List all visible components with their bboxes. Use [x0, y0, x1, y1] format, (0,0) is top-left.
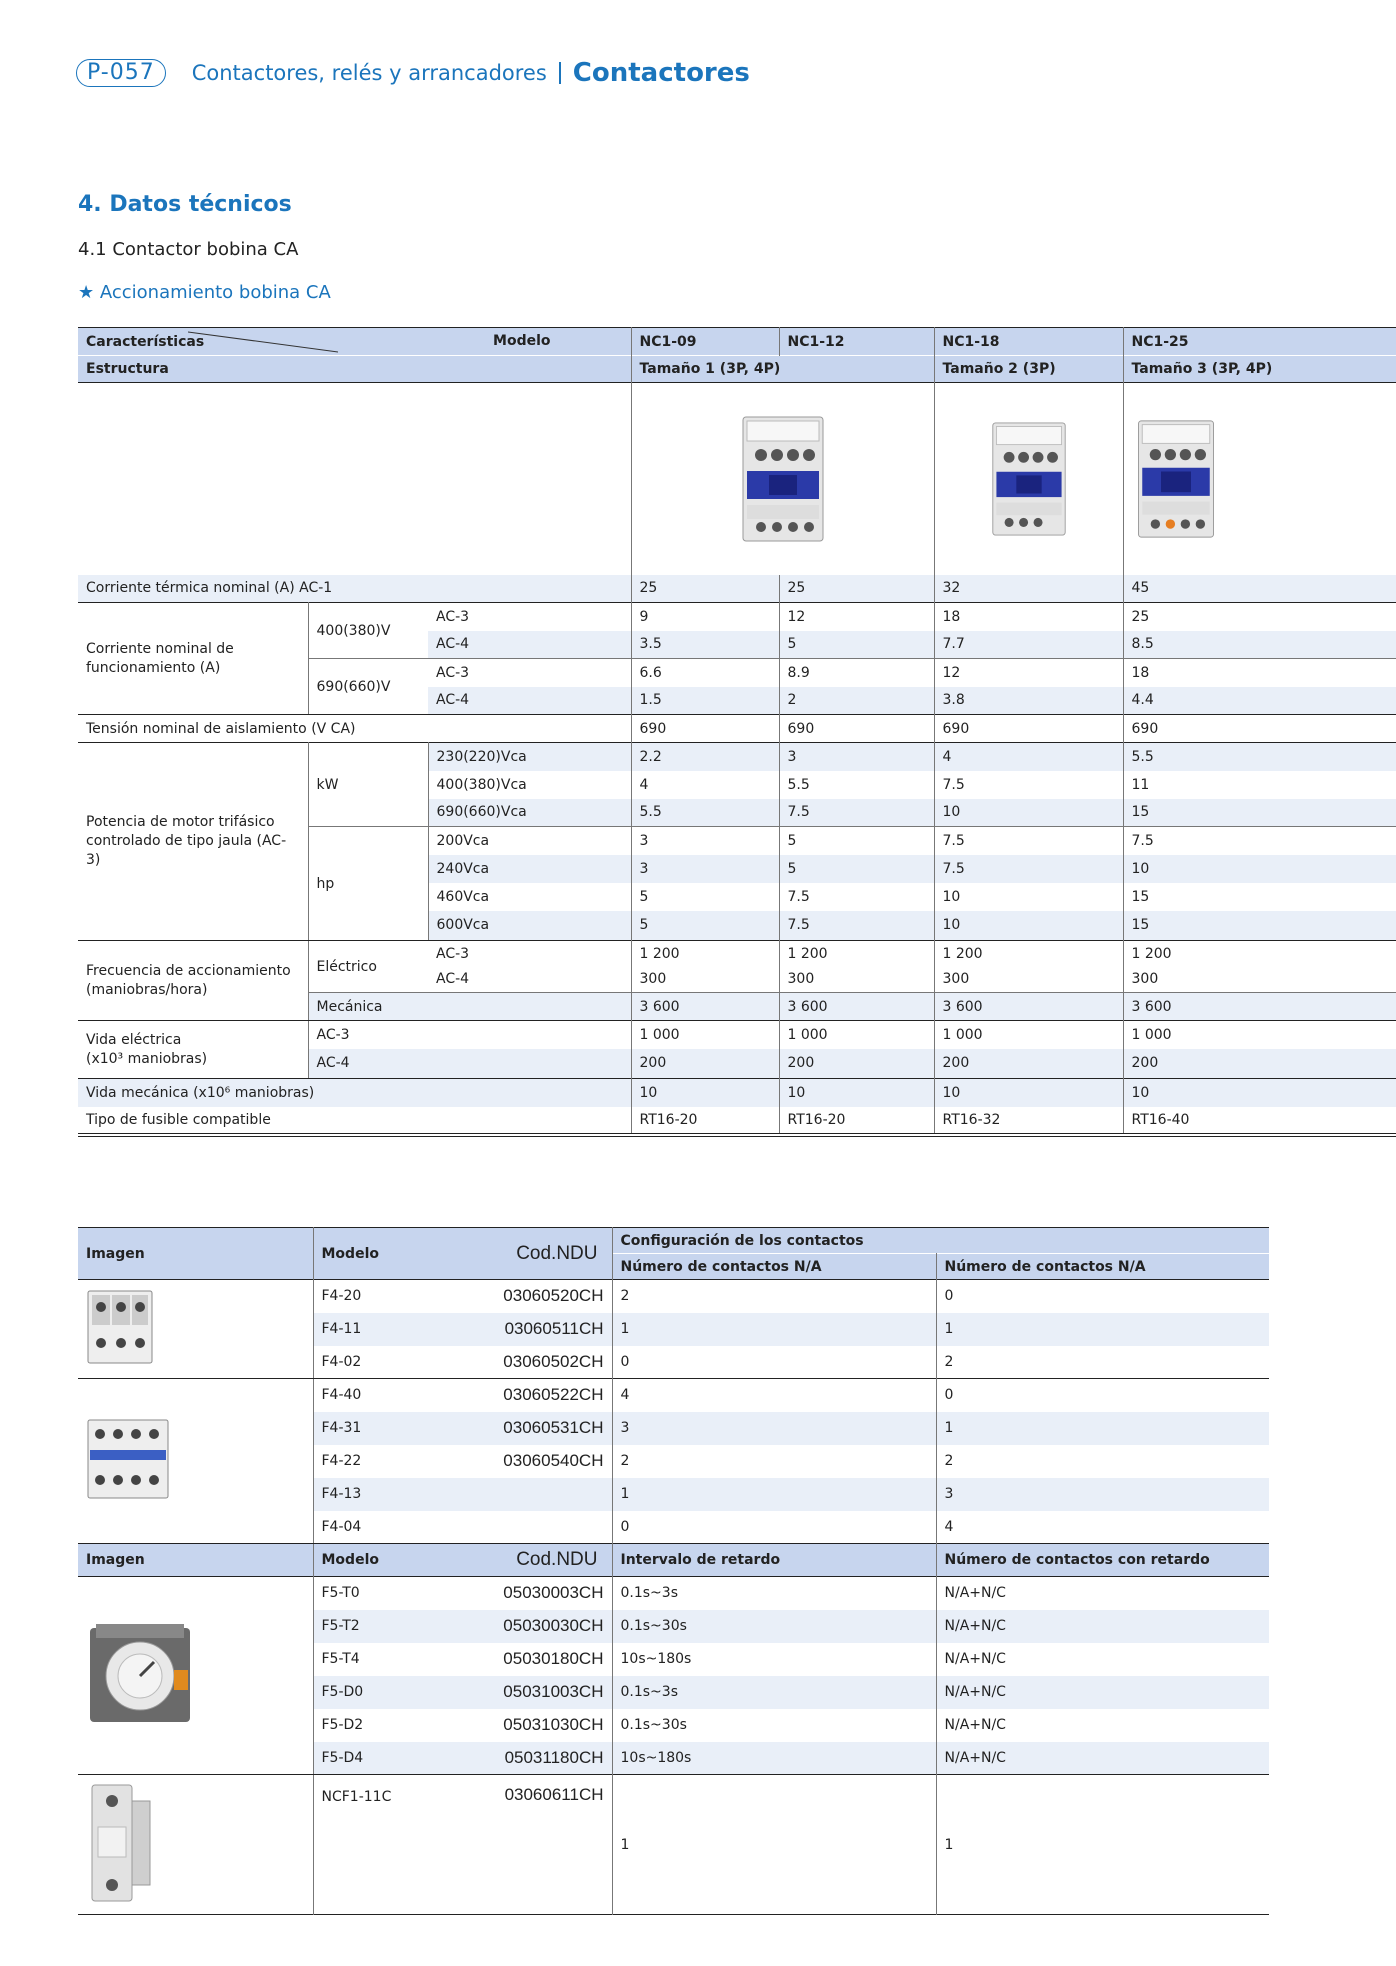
cell: AC-3	[436, 664, 470, 681]
cell: AC-4	[436, 692, 470, 709]
cell: 15	[1123, 883, 1396, 911]
cell: 4	[631, 771, 779, 799]
cell: N/A+N/C	[936, 1709, 1269, 1742]
cell: 300	[631, 967, 779, 993]
thermal-current-label: Corriente térmica nominal (A) AC-1	[86, 580, 333, 597]
insulation-label: Tensión nominal de aislamiento (V CA)	[86, 720, 356, 737]
cell: 0	[612, 1511, 936, 1544]
cell: 12	[934, 659, 1123, 687]
cell: 1	[936, 1313, 1269, 1346]
aux-block-picture	[86, 1416, 170, 1502]
cell: 300	[1123, 967, 1396, 993]
cell: N/A+N/C	[936, 1676, 1269, 1709]
cell: 5	[631, 883, 779, 911]
cell: 4	[936, 1511, 1269, 1544]
header-separator	[559, 62, 561, 84]
cell: 2.2	[631, 743, 779, 771]
cell: 4	[934, 743, 1123, 771]
cell: AC-3	[436, 608, 470, 625]
cell: 3	[631, 827, 779, 855]
size-3: Tamaño 3 (3P, 4P)	[1123, 356, 1396, 383]
contactor-image-size1	[631, 383, 934, 575]
cell: 1.5	[631, 687, 779, 715]
modelo-header: Modelo	[313, 1228, 433, 1280]
mecanica-label: Mecánica	[308, 993, 631, 1021]
cell: F4-20	[313, 1280, 433, 1313]
cell: 8.5	[1123, 631, 1396, 659]
na-header-1: Número de contactos N/A	[612, 1254, 936, 1280]
cell: F5-T2	[313, 1610, 433, 1643]
cell: 03060531CH	[503, 1418, 604, 1437]
cell: 2	[936, 1445, 1269, 1478]
cell: 10	[934, 911, 1123, 941]
cell: 0.1s~3s	[612, 1577, 936, 1610]
cell: 3	[779, 743, 934, 771]
cell: F4-13	[313, 1478, 433, 1511]
cell: F4-22	[313, 1445, 433, 1478]
cell: 200	[934, 1049, 1123, 1079]
cell: 05030003CH	[503, 1583, 604, 1603]
cell: 0.1s~30s	[612, 1610, 936, 1643]
cell: 460Vca	[428, 883, 631, 911]
cell: 1	[936, 1775, 1269, 1915]
cell: N/A+N/C	[936, 1742, 1269, 1775]
cell: 10s~180s	[612, 1643, 936, 1676]
cell: 5	[779, 855, 934, 883]
cell: 7.5	[1123, 827, 1396, 855]
cell: 5	[631, 911, 779, 941]
cell: 2	[612, 1280, 936, 1313]
electrico-label: Eléctrico	[308, 941, 428, 993]
modelo-header-2: Modelo	[313, 1544, 433, 1577]
timer-picture	[86, 1620, 194, 1728]
diagonal-line	[188, 330, 338, 354]
cell: 1 200	[631, 941, 779, 967]
cell: 3.5	[631, 631, 779, 659]
cell: NCF1-11C	[313, 1775, 433, 1915]
cell: 32	[934, 575, 1123, 603]
section-subtitle: 4.1 Contactor bobina CA	[78, 239, 299, 260]
model-nc1-09: NC1-09	[631, 328, 779, 356]
delay-count-header: Número de contactos con retardo	[936, 1544, 1269, 1577]
aux-contact-2pole-image	[78, 1280, 313, 1379]
cell: 25	[1123, 603, 1396, 631]
cell: F4-40	[313, 1379, 433, 1412]
cell: AC-4	[436, 636, 470, 653]
cell: F5-T4	[313, 1643, 433, 1676]
header-diagonal-cell	[78, 328, 631, 356]
cell: RT16-32	[934, 1107, 1123, 1135]
model-nc1-12: NC1-12	[779, 328, 934, 356]
cell: RT16-40	[1123, 1107, 1396, 1135]
cell: AC-4	[436, 971, 470, 988]
cell: 7.5	[934, 855, 1123, 883]
cell: 1 000	[779, 1021, 934, 1049]
cell: 3	[612, 1412, 936, 1445]
contactor-picture	[1134, 419, 1218, 539]
cell: 690	[1123, 715, 1396, 743]
cell: 25	[779, 575, 934, 603]
cell: 10s~180s	[612, 1742, 936, 1775]
cell: F5-D0	[313, 1676, 433, 1709]
cell: 05031003CH	[503, 1682, 604, 1701]
cell: 15	[1123, 799, 1396, 827]
imagen-header-2: Imagen	[86, 1552, 145, 1568]
contactor-image-size3	[1123, 383, 1396, 575]
cell: N/A+N/C	[936, 1577, 1269, 1610]
cell: 7.5	[779, 883, 934, 911]
cell: 10	[1123, 855, 1396, 883]
fuse-label: Tipo de fusible compatible	[86, 1111, 271, 1128]
cell: AC-4	[308, 1049, 631, 1079]
cell: 45	[1123, 575, 1396, 603]
cell: 6.6	[631, 659, 779, 687]
timer-block-image	[78, 1577, 313, 1775]
v690-label: 690(660)V	[308, 659, 428, 715]
size-1: Tamaño 1 (3P, 4P)	[631, 356, 934, 383]
cell: 400(380)Vca	[428, 771, 631, 799]
cell: 18	[1123, 659, 1396, 687]
cell: 10	[934, 1079, 1123, 1107]
section-title: 4. Datos técnicos	[78, 192, 292, 217]
cell: 0	[936, 1379, 1269, 1412]
cell: 1 000	[631, 1021, 779, 1049]
cell: 4	[612, 1379, 936, 1412]
hp-label: hp	[308, 827, 428, 941]
contactor-picture	[741, 415, 825, 543]
cell: F4-31	[313, 1412, 433, 1445]
cell: 05030030CH	[503, 1616, 604, 1635]
cell: 5.5	[631, 799, 779, 827]
cell: 300	[779, 967, 934, 993]
star-heading: ★ Accionamiento bobina CA	[78, 282, 331, 303]
cell: 7.7	[934, 631, 1123, 659]
cell: 0.1s~3s	[612, 1676, 936, 1709]
cell: 3 600	[934, 993, 1123, 1021]
delay-header: Intervalo de retardo	[612, 1544, 936, 1577]
cell: F5-D4	[313, 1742, 433, 1775]
contactor-picture	[991, 421, 1067, 537]
cell: 1 000	[1123, 1021, 1396, 1049]
cell: 10	[631, 1079, 779, 1107]
mech-life-label: Vida mecánica (x10⁶ maniobras)	[86, 1084, 315, 1101]
cell: 1	[612, 1313, 936, 1346]
size-2: Tamaño 2 (3P)	[934, 356, 1123, 383]
cell: AC-3	[436, 945, 470, 962]
category-title: Contactores, relés y arrancadores	[191, 61, 547, 85]
cell: 690	[631, 715, 779, 743]
cell: 8.9	[779, 659, 934, 687]
cell: 03060611CH	[504, 1785, 604, 1804]
cell: 690	[779, 715, 934, 743]
cell: 7.5	[779, 799, 934, 827]
elec-life-label	[78, 1021, 308, 1079]
caracteristicas-label: Características	[86, 333, 205, 350]
cell: 10	[934, 883, 1123, 911]
cell: F5-D2	[313, 1709, 433, 1742]
cell: 4.4	[1123, 687, 1396, 715]
side-aux-contact-image	[78, 1775, 313, 1915]
cell: 05031180CH	[504, 1747, 604, 1767]
cell: 05030180CH	[503, 1649, 604, 1668]
model-nc1-25: NC1-25	[1123, 328, 1396, 356]
cell: 200Vca	[428, 827, 631, 855]
page-header	[76, 58, 750, 88]
cell: F5-T0	[313, 1577, 433, 1610]
side-aux-picture	[86, 1781, 156, 1905]
contactor-image-size2	[934, 383, 1123, 575]
cell: 1 200	[1123, 941, 1396, 967]
cell: F4-02	[313, 1346, 433, 1379]
aux-contact-4pole-image	[78, 1379, 313, 1544]
aux-block-picture	[86, 1287, 154, 1367]
power-label: Potencia de motor trifásico controlado de tipo jaula (AC-3)	[78, 743, 308, 941]
cell: 2	[779, 687, 934, 715]
cell: 1 000	[934, 1021, 1123, 1049]
cell: 0.1s~30s	[612, 1709, 936, 1742]
cell: 1 200	[779, 941, 934, 967]
cell: 7.5	[934, 771, 1123, 799]
cell: 18	[934, 603, 1123, 631]
op-current-label: Corriente nominal de funcionamiento (A)	[78, 603, 308, 715]
kw-label: kW	[308, 743, 428, 827]
elec-life-line1: Vida eléctrica	[86, 1031, 182, 1048]
frequency-label: Frecuencia de accionamiento (maniobras/hora)	[78, 941, 308, 1021]
cell: RT16-20	[631, 1107, 779, 1135]
cell: 3 600	[1123, 993, 1396, 1021]
subcategory-title: Contactores	[572, 58, 750, 88]
cell: 240Vca	[428, 855, 631, 883]
cell: 1	[612, 1775, 936, 1915]
cell: 10	[934, 799, 1123, 827]
config-header: Configuración de los contactos	[612, 1228, 1269, 1254]
cell: 1 200	[934, 941, 1123, 967]
model-nc1-18: NC1-18	[934, 328, 1123, 356]
cell	[433, 1478, 612, 1511]
cell: 7.5	[779, 911, 934, 941]
cell: 300	[934, 967, 1123, 993]
page-code-badge: P-057	[76, 59, 166, 87]
cell: 2	[936, 1346, 1269, 1379]
cell: 03060511CH	[504, 1319, 604, 1338]
estructura-label: Estructura	[86, 361, 169, 377]
cell: 690	[934, 715, 1123, 743]
cell: 200	[1123, 1049, 1396, 1079]
cell: 03060520CH	[503, 1286, 604, 1306]
cell: 0	[936, 1280, 1269, 1313]
cod-ndu-header: Cod.NDU	[516, 1242, 598, 1264]
v400-label: 400(380)V	[308, 603, 428, 659]
cell: 03060502CH	[503, 1351, 604, 1371]
elec-life-line2: (x10³ maniobras)	[86, 1050, 208, 1067]
cell: 3 600	[779, 993, 934, 1021]
cell: 3 600	[631, 993, 779, 1021]
cell: 5	[779, 827, 934, 855]
cell: RT16-20	[779, 1107, 934, 1135]
cell: 1	[936, 1412, 1269, 1445]
cell: 1	[612, 1478, 936, 1511]
cell: 05031030CH	[503, 1715, 604, 1734]
cell: 3	[936, 1478, 1269, 1511]
cell: 7.5	[934, 827, 1123, 855]
cell: 10	[779, 1079, 934, 1107]
cell: 15	[1123, 911, 1396, 941]
cell: 5	[779, 631, 934, 659]
cell: F4-11	[313, 1313, 433, 1346]
spec-table	[78, 327, 1396, 1137]
cell: 230(220)Vca	[428, 743, 631, 771]
cell: AC-3	[308, 1021, 631, 1049]
cell: 03060540CH	[503, 1451, 604, 1470]
cell: 600Vca	[428, 911, 631, 941]
cell: N/A+N/C	[936, 1643, 1269, 1676]
cell: 2	[612, 1445, 936, 1478]
cell: 690(660)Vca	[428, 799, 631, 827]
cell	[433, 1511, 612, 1544]
na-header-2: Número de contactos N/A	[936, 1254, 1269, 1280]
cell: 9	[631, 603, 779, 631]
cell: 11	[1123, 771, 1396, 799]
cell: 5.5	[779, 771, 934, 799]
cod-ndu-header-2: Cod.NDU	[516, 1549, 598, 1570]
cell: F4-04	[313, 1511, 433, 1544]
cell: 03060522CH	[503, 1385, 604, 1405]
cell: N/A+N/C	[936, 1610, 1269, 1643]
cell: 3.8	[934, 687, 1123, 715]
cell: 0	[612, 1346, 936, 1379]
cell: 10	[1123, 1079, 1396, 1107]
accessories-table	[78, 1227, 1269, 1915]
cell: 12	[779, 603, 934, 631]
imagen-header: Imagen	[86, 1245, 145, 1262]
cell: 5.5	[1123, 743, 1396, 771]
cell: 3	[631, 855, 779, 883]
modelo-label: Modelo	[493, 333, 551, 349]
cell: 200	[631, 1049, 779, 1079]
cell: 25	[631, 575, 779, 603]
cell: 200	[779, 1049, 934, 1079]
